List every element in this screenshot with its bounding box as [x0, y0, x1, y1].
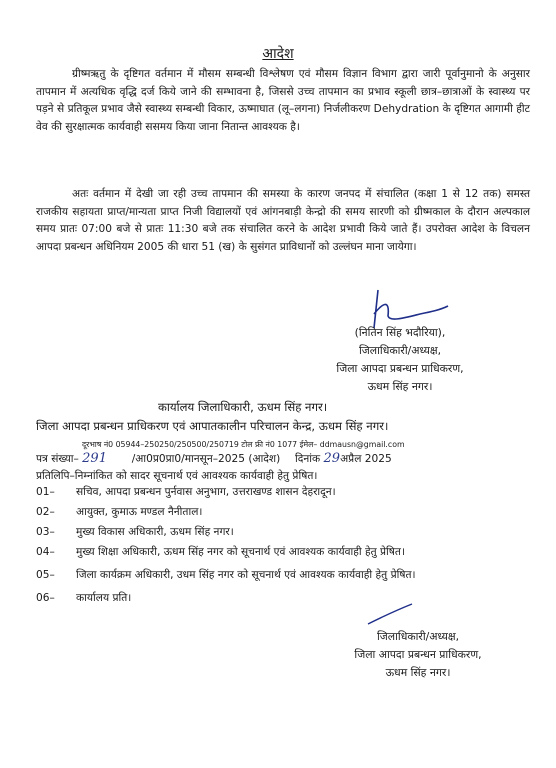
- signatory-block: [290, 324, 510, 396]
- signatory-designation: जिलाधिकारी/अध्यक्ष,: [358, 344, 442, 357]
- list-item-text: कार्यालय प्रति।: [76, 592, 132, 604]
- reference-date-day: 29: [323, 451, 341, 466]
- signatory-2-place: ऊधम सिंह नगर।: [385, 666, 451, 679]
- list-item-number: 03–: [36, 526, 55, 538]
- reference-number: 291: [82, 451, 107, 466]
- signatory-2-block: [318, 628, 518, 682]
- reference-block: [36, 450, 530, 485]
- reference-prefix: पत्र संख्या–: [36, 453, 79, 465]
- office-contact: दूरभाष नं0 05944–250250/250500/250719 टोल फ्री नं0 1077 ईमेल– ddmausn@gmail.com: [82, 440, 405, 449]
- list-item-number: 04–: [36, 546, 55, 558]
- list-item-text: मुख्य विकास अधिकारी, ऊधम सिंह नगर।: [76, 526, 234, 538]
- list-item: [36, 544, 530, 561]
- order-paragraph-2: अतः वर्तमान में देखी जा रही उच्च तापमान की समस्या के कारण जनपद में संचालित (कक्षा 1 से 12 तक) समस्त राजकीय सहायता प्राप्त/मान्यता प्राप्त निजी विद्यालयों एवं आंगनबाड़ी केन्द्रो की समय सारणी को ग्रीष्मकाल के दौरान अल्पकाल समय प्रातः 07:00 बजे से प्रातः 11:30 बजे तक संचालित करने के आदेश प्रभावी किये जाते हैं। उपरोक्त आदेश के विचलन आपदा प्रबन्धन अधिनियम 2005 की धारा 51 (ख) के सुसंगत प्राविधानों को उल्लंघन माना जायेगा।: [36, 188, 530, 253]
- list-item: [36, 590, 530, 607]
- list-item: [36, 484, 530, 501]
- office-line-2: जिला आपदा प्रबन्धन प्राधिकरण एवं आपातकालीन परिचालन केन्द्र, ऊधम सिंह नगर।: [36, 419, 389, 433]
- list-item-number: 01–: [36, 486, 55, 498]
- order-paragraph-1: ग्रीष्मऋतु के दृष्टिगत वर्तमान में मौसम सम्बन्धी विश्लेषण एवं मौसम विज्ञान विभाग द्वारा जारी पूर्वानुमानो के अनुसार तापमान में अत्यधिक वृद्धि दर्ज किये जाने की सम्भावना है, जिससे उच्च तापमान का प्रभाव स्कूली छात्र–छात्राओं के स्वास्थ्य पर पड़ने से प्रतिकूल प्रभाव जैसे स्वास्थ्य सम्बन्धी विकार, ऊष्माघात (लू–लगना) निर्जलीकरण Dehydration के दृष्टिगत आगामी हीट वेव की सुरक्षात्मक कार्यवाही ससमय किया जाना नितान्त आवश्यक है।: [36, 68, 530, 133]
- list-item-number: 05–: [36, 569, 55, 581]
- copy-list: [36, 484, 530, 607]
- list-item: [36, 567, 530, 584]
- reference-middle: /आ0प्र0प्रा0/मानसून–2025 (आदेश): [131, 453, 281, 465]
- list-item: [36, 504, 530, 521]
- office-line-1: कार्यालय जिलाधिकारी, ऊधम सिंह नगर।: [158, 400, 328, 414]
- signatory-2-authority: जिला आपदा प्रबन्धन प्राधिकरण,: [354, 648, 482, 661]
- reference-date-prefix: दिनांक: [295, 453, 321, 465]
- initials-mark: [362, 600, 422, 630]
- copy-intro: प्रतिलिपि–निम्नांकित को सादर सूचनार्थ एवं आवश्यक कार्यवाही हेतु प्रेषित।: [36, 470, 318, 482]
- list-item: [36, 524, 530, 541]
- list-item-number: 02–: [36, 506, 55, 518]
- list-item-text: सचिव, आपदा प्रबन्धन पुर्नवास अनुभाग, उत्तराखण्ड शासन देहरादून।: [76, 486, 336, 498]
- signatory-name: (नितिन सिंह भदौरिया),: [354, 326, 446, 339]
- document-title: आदेश: [262, 46, 294, 62]
- signatory-authority: जिला आपदा प्रबन्धन प्राधिकरण,: [336, 362, 464, 375]
- office-header: [36, 398, 530, 436]
- signatory-2-designation: जिलाधिकारी/अध्यक्ष,: [376, 630, 460, 643]
- list-item-text: मुख्य शिक्षा अधिकारी, ऊधम सिंह नगर को सूचनार्थ एवं आवश्यक कार्यवाही हेतु प्रेषित।: [76, 546, 405, 558]
- list-item-number: 06–: [36, 592, 55, 604]
- signatory-place: ऊधम सिंह नगर।: [367, 380, 433, 393]
- reference-line: [36, 450, 530, 468]
- reference-date-suffix: अप्रैल 2025: [340, 453, 392, 465]
- list-item-text: आयुक्त, कुमाऊ मण्डल नैनीताल।: [76, 506, 203, 518]
- list-item-text: जिला कार्यक्रम अधिकारी, उधम सिंह नगर को सूचनार्थ एवं आवश्यक कार्यवाही हेतु प्रेषित।: [76, 569, 416, 581]
